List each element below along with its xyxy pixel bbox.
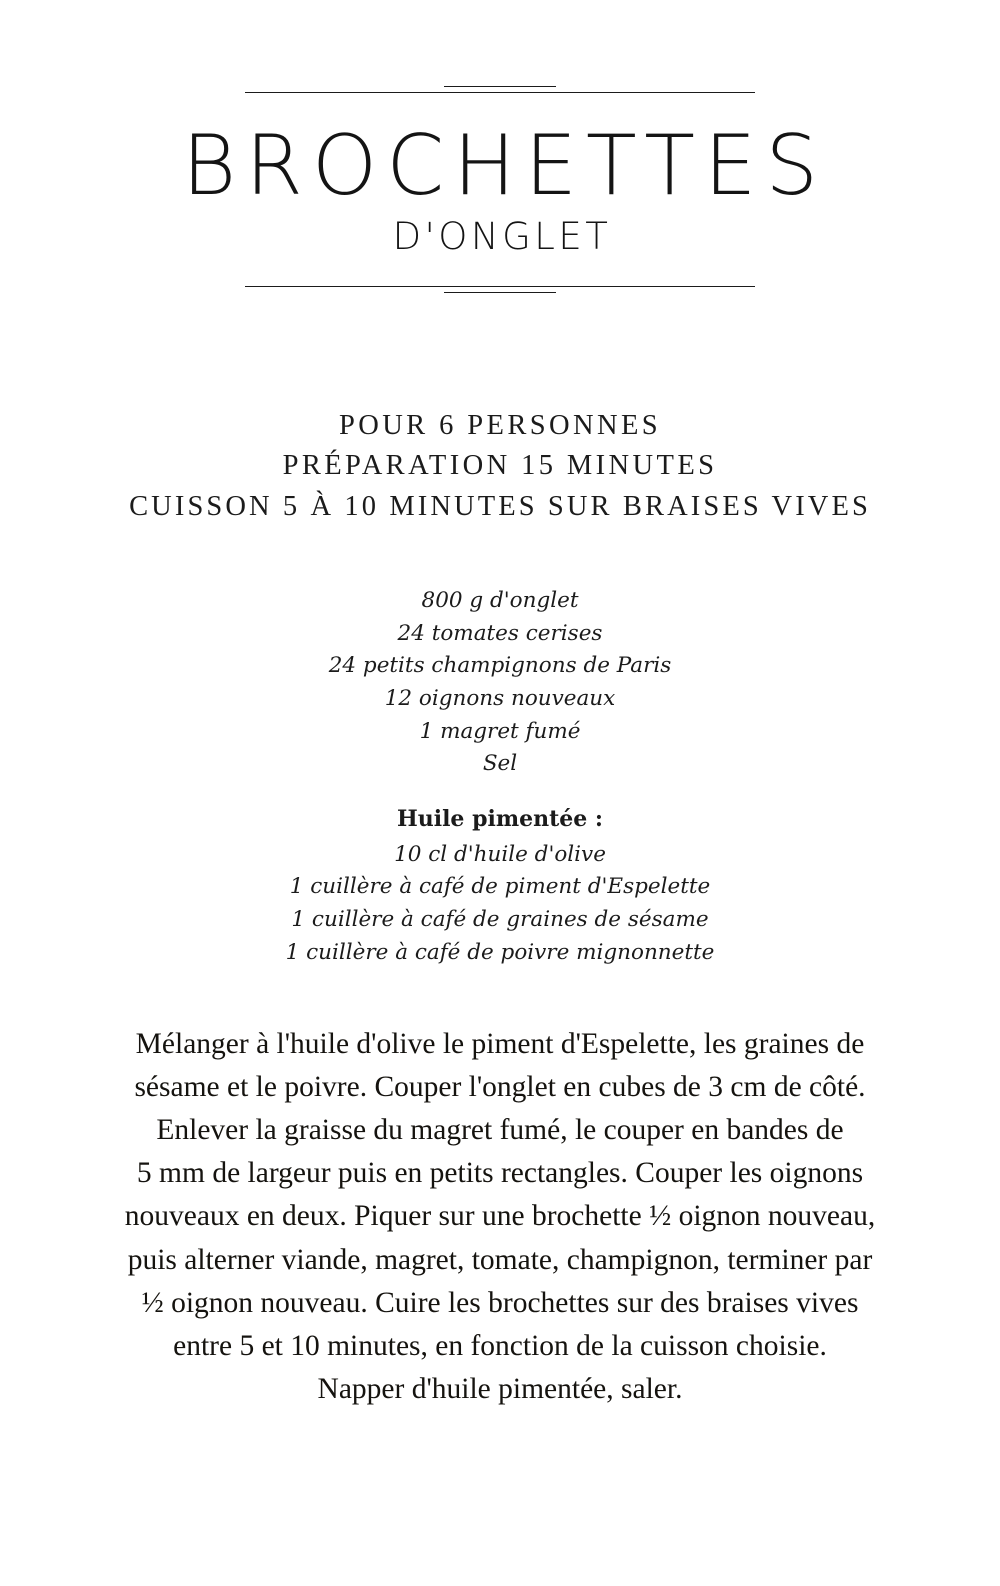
- method-line: Enlever la graisse du magret fumé, le couper en bandes de: [156, 1114, 844, 1147]
- ingredient-item: Sel: [482, 751, 518, 777]
- method-line: Napper d'huile pimentée, saler.: [317, 1372, 683, 1405]
- ingredient-item: 24 tomates cerises: [397, 620, 603, 646]
- page-title: BROCHETTES: [181, 117, 828, 214]
- method-line: sésame et le poivre. Couper l'onglet en cubes de 3 cm de côté.: [134, 1071, 866, 1104]
- title-block: [0, 86, 1000, 294]
- recipe-page: [0, 86, 1000, 1586]
- meta-servings: POUR 6 PERSONNES: [338, 409, 662, 441]
- method-line: puis alterner viande, magret, tomate, champignon, terminer par: [127, 1243, 873, 1276]
- method-line: nouveaux en deux. Piquer sur une brochette ½ oignon nouveau,: [124, 1200, 876, 1233]
- meta-preparation: PRÉPARATION 15 MINUTES: [282, 450, 718, 482]
- ingredient-item: 12 oignons nouveaux: [384, 686, 616, 712]
- ingredient-item: 800 g d'onglet: [421, 588, 579, 614]
- method-line: 5 mm de largeur puis en petits rectangles. Couper les oignons: [136, 1157, 864, 1190]
- method-line: Mélanger à l'huile d'olive le piment d'Espelette, les graines de: [135, 1028, 865, 1061]
- ingredient-group-item: 10 cl d'huile d'olive: [394, 841, 606, 867]
- ingredient-group-item: 1 cuillère à café de poivre mignonnette: [285, 939, 715, 965]
- page-subtitle: D'ONGLET: [392, 214, 612, 258]
- ingredient-group-item: 1 cuillère à café de piment d'Espelette: [289, 874, 711, 900]
- rule-short-bottom: [444, 292, 556, 293]
- rule-short-top: [444, 86, 556, 87]
- method-line: ½ oignon nouveau. Cuire les brochettes sur des braises vives: [141, 1286, 859, 1319]
- meta-cooking: CUISSON 5 À 10 MINUTES SUR BRAISES VIVES: [129, 490, 871, 522]
- rule-long-top: [245, 92, 755, 93]
- ingredients-list: [0, 585, 1000, 969]
- ingredient-item: 1 magret fumé: [419, 718, 581, 744]
- title-rule-top: [245, 86, 755, 100]
- ingredient-item: 24 petits champignons de Paris: [328, 653, 672, 679]
- method-text: [0, 1023, 1000, 1411]
- recipe-meta: [0, 406, 1000, 527]
- rule-long-bottom: [245, 286, 755, 287]
- ingredient-group-item: 1 cuillère à café de graines de sésame: [291, 906, 709, 932]
- ingredient-group-title: Huile pimentée :: [396, 806, 604, 833]
- title-rule-bottom: [245, 280, 755, 294]
- method-line: entre 5 et 10 minutes, en fonction de la cuisson choisie.: [173, 1329, 827, 1362]
